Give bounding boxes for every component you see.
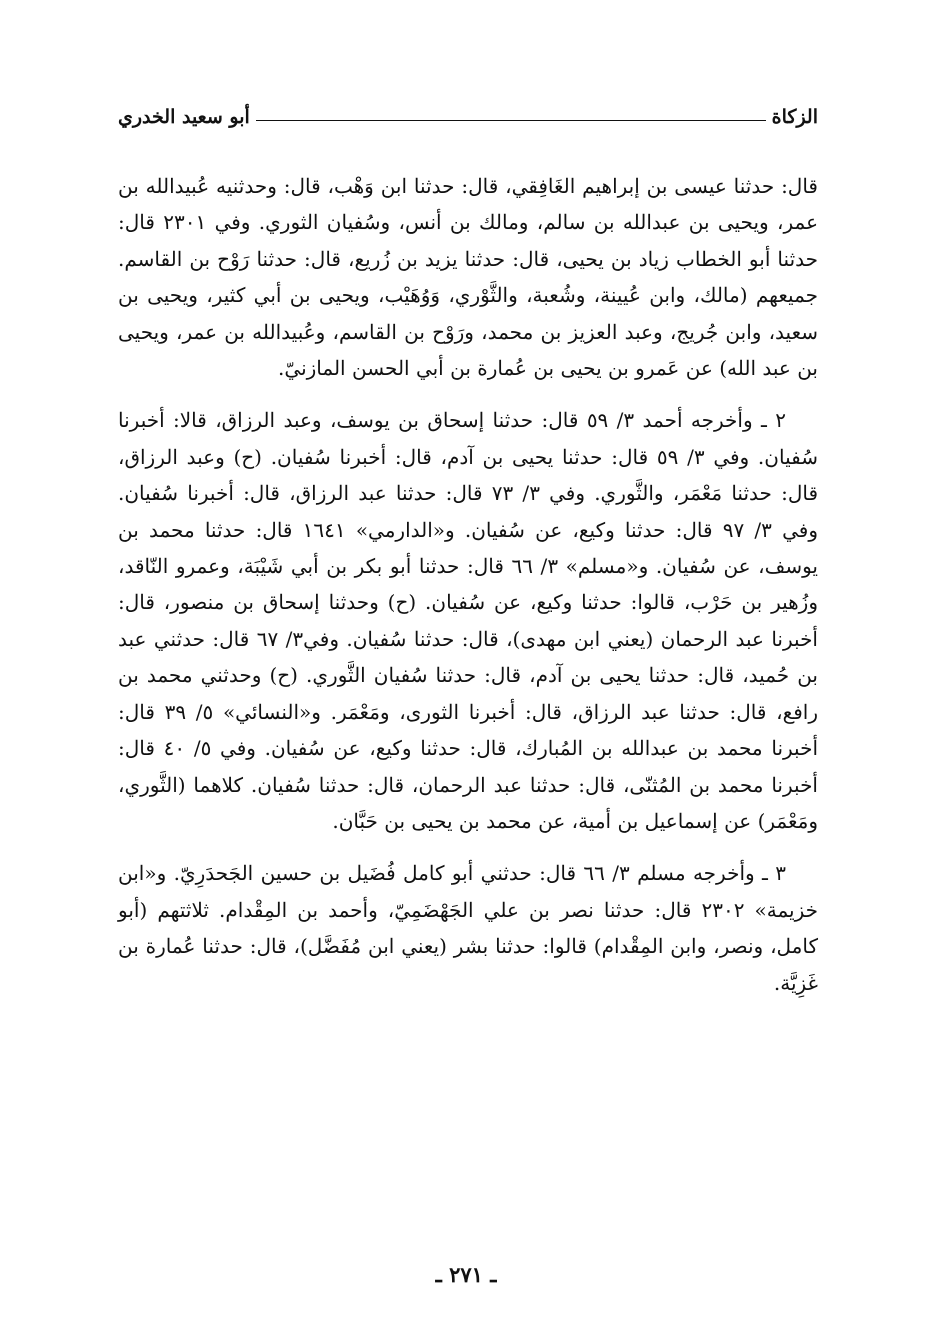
header-rule	[256, 119, 766, 121]
main-text	[118, 168, 818, 1017]
paragraph-1: قال: حدثنا عيسى بن إبراهيم الغَافِقي، قال: حدثنا ابن وَهْب، قال: وحدثنيه عُبيدالله بن عمر، ويحيى بن عبدالله بن سالم، ومالك بن أنس، وسُفيان الثوري. وفي ٢٣٠١ قال: حدثنا أبو الخطاب زياد بن يحيى، قال: حدثنا يزيد بن زُريع، قال: حدثنا رَوْح بن القاسم. جميعهم (مالك، وابن عُيينة، وشُعبة، والثَّوْري، وَوُهَيْب، ويحيى بن أبي كثير، ويحيى بن سعيد، وابن جُريج، وعبد العزيز بن محمد، ورَوْح بن القاسم، وعُبيدالله بن عمر، ويحيى بن عبد الله) عن عَمرو بن يحيى بن عُمارة بن أبي الحسن المازنيّ.	[118, 174, 819, 381]
paragraph-3: ٣ ـ وأخرجه مسلم ٣/ ٦٦ قال: حدثني أبو كامل فُضَيل بن حسين الجَحدَرِيّ. و«ابن خزيمة» ٢٣٠٢ قال: حدثنا نصر بن علي الجَهْضَمِيّ، وأحمد بن المِقْدام. ثلاثتهم (أبو كامل، ونصر، وابن المِقْدام) قالوا: حدثنا بشر (يعني ابن مُفَضَّل)، قال: حدثنا عُمارة بن غَزِيَّة.	[118, 861, 818, 995]
running-header	[118, 98, 818, 128]
page-number: ـ ٢٧١ ـ	[435, 1262, 497, 1287]
paragraph-2: ٢ ـ وأخرجه أحمد ٣/ ٥٩ قال: حدثنا إسحاق بن يوسف، وعبد الرزاق، قالا: أخبرنا سُفيان. وفي ٣/ ٥٩ قال: حدثنا يحيى بن آدم، قال: أخبرنا سُفيان. (ح) وعبد الرزاق، قال: حدثنا مَعْمَر، والثَّوري. وفي ٣/ ٧٣ قال: حدثنا عبد الرزاق، قال: أخبرنا سُفيان. وفي ٣/ ٩٧ قال: حدثنا وكيع، عن سُفيان. و«الدارمي» ١٦٤١ قال: حدثنا محمد بن يوسف، عن سُفيان. و«مسلم» ٣/ ٦٦ قال: حدثنا أبو بكر بن أبي شَيْبَة، وعمرو النّاقد، وزُهير بن حَرْب، قالوا: حدثنا وكيع، عن سُفيان. (ح) وحدثنا إسحاق بن منصور، قال: أخبرنا عبد الرحمان (يعني ابن مهدى)، قال: حدثنا سُفيان. وفي٣/ ٦٧ قال: حدثني عبد بن حُميد، قال: حدثنا يحيى بن آدم، قال: حدثنا سُفيان الثَّوري. (ح) وحدثني محمد بن رافع، قال: حدثنا عبد الرزاق، قال: أخبرنا الثورى، ومَعْمَر. و«النسائي» ٥/ ٣٩ قال: أخبرنا محمد بن عبدالله بن المُبارك، قال: حدثنا وكيع، عن سُفيان. وفي ٥/ ٤٠ قال: أخبرنا محمد بن المُثنّى، قال: حدثنا عبد الرحمان، قال: حدثنا سُفيان. كلاهما (الثَّوري، ومَعْمَر) عن إسماعيل بن أمية، عن محمد بن يحيى بن حَبَّان.	[118, 408, 819, 833]
header-author-name: أبو سعيد الخدري	[118, 106, 250, 128]
header-chapter-title: الزكاة	[771, 106, 818, 128]
